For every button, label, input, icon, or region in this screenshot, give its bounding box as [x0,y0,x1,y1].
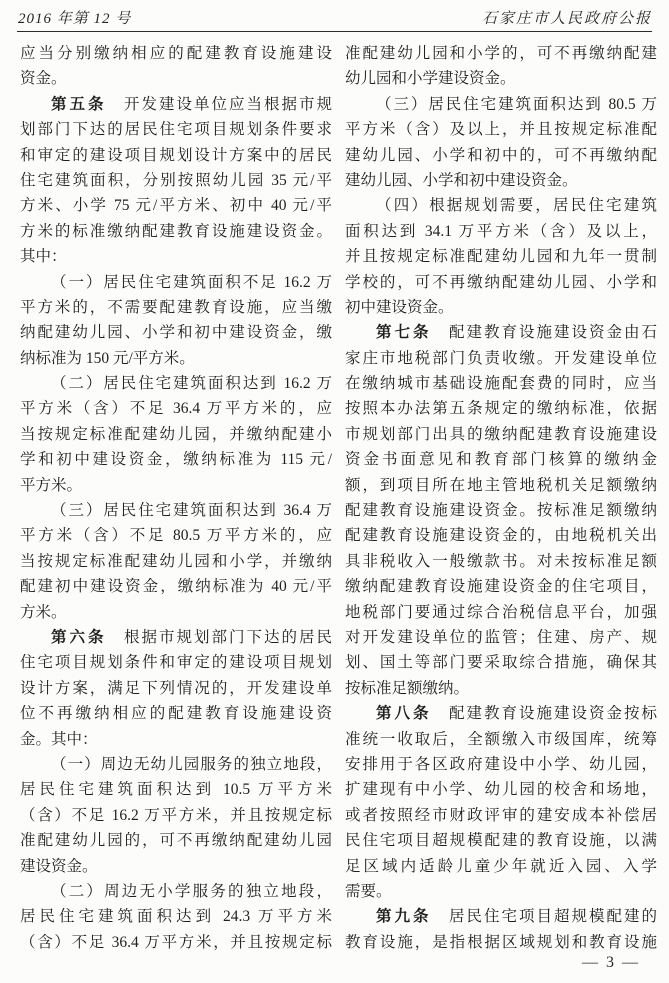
text-line: 划部门下达的居民住宅项目规划条件要求 [20,121,332,139]
text-line: 配建教育设施建设资金。按标准足额缴纳 [345,502,657,520]
article-heading: 第六条 [51,628,107,646]
article-heading: 第七条 [376,324,432,342]
text-line: 平方米。 [20,476,83,494]
text-line: 资金。 [20,70,67,88]
text-line: 住宅项目规划条件和审定的建设项目规划 [20,654,332,672]
text-line: 市规划部门出具的缴纳配建教育设施建设 [345,425,657,443]
page-number: — 3 — [582,954,640,971]
text-line: 其中： [20,248,67,266]
text-line: 建设资金。 [20,857,98,875]
text-line: 缴纳配建教育设施建设资金的住宅项目， [345,578,657,596]
text-line: 安排用于各区政府建设中小学、幼儿园， [345,755,657,773]
text-line: 在缴纳城市基础设施配套费的同时，应当 [345,375,657,393]
text-line: 配建教育设施建设资金的，由地税机关出 [345,527,657,545]
text-line: 教育设施，是指根据区域规划和教育设施 [345,933,657,951]
page-header [18,7,652,28]
text-line: 家庄市地税部门负责收缴。开发建设单位 [345,349,657,367]
text-line: 扩建现有中小学、幼儿园的校舍和场地， [345,781,657,799]
text-line: 建幼儿园、小学和初中的，可不再缴纳配 [345,146,657,164]
text-line: 居民住宅建筑面积达到 10.5 万平方米 [20,781,332,799]
text-line: 学校的，可不再缴纳配建幼儿园、小学和 [345,273,657,291]
text-line: 第五条 开发建设单位应当根据市规 [51,95,332,113]
text-line: 当按规定标准配建幼儿园，并缴纳配建小 [20,425,332,443]
text-line: 划、国土等部门要采取综合措施，确保其 [345,654,657,672]
text-line: 和审定的建设项目规划设计方案中的居民 [20,146,332,164]
text-line: （含）不足 16.2 万平方米，并且按规定标 [20,806,332,824]
text-line: 准配建幼儿园和小学的，可不再缴纳配建 [345,45,657,62]
text-line: 准统一收取后，全额缴入市级国库，统筹 [345,730,657,748]
header-issue-number: 2016 年第 12 号 [18,11,132,27]
text-line: 纳标准为 150 元/平方米。 [20,349,195,367]
text-line: 位不再缴纳相应的配建教育设施建设资 [20,705,332,723]
right-column [345,41,657,955]
text-line: 建幼儿园、小学和初中建设资金。 [345,171,578,189]
text-line: （三）居民住宅建筑面积达到 80.5 万 [376,95,657,113]
text-line: 住宅建筑面积，分别按照幼儿园 35 元/平 [20,171,332,189]
text-line: 幼儿园和小学建设资金。 [345,70,516,88]
header-publication-title: 石家庄市人民政府公报 [481,11,652,27]
text-line: 设计方案，满足下列情况的，开发建设单 [20,679,332,697]
text-line: 平方米的，不需要配建教育设施，应当缴 [20,298,332,316]
text-line: 第七条 配建教育设施建设资金由石 [376,324,657,342]
text-line: 初中建设资金。 [345,298,454,316]
article-heading: 第八条 [376,705,432,723]
text-line: （三）居民住宅建筑面积达到 36.4 万 [51,502,332,520]
text-line: 准配建幼儿园的，可不再缴纳配建幼儿园 [20,832,332,850]
text-line: 平方米（含）不足 80.5 万平方米的，应 [20,527,332,545]
text-line: 应当分别缴纳相应的配建教育设施建设 [20,45,332,62]
text-line: 平方米（含）不足 36.4 万平方米的，应 [20,400,332,418]
text-line: 纳配建幼儿园、小学和初中建设资金，缴 [20,324,332,342]
text-line: （含）不足 36.4 万平方米，并且按规定标 [20,933,332,951]
text-line: 按照本办法第五条规定的缴纳标准，依据 [345,400,657,418]
text-line: 或者按照经市财政评审的建安成本补偿居 [345,806,657,824]
text-line: 第六条 根据市规划部门下达的居民 [51,628,332,646]
text-line: 第八条 配建教育设施建设资金按标 [376,705,657,723]
text-line: 地税部门要通过综合治税信息平台，加强 [345,603,657,621]
text-line: 方米、小学 75 元/平方米、初中 40 元/平 [20,197,332,215]
text-line: 金。其中： [20,730,98,748]
text-line: 按标准足额缴纳。 [345,679,470,697]
text-line: 需要。 [345,882,392,900]
text-line: 资金书面意见和教育部门核算的缴纳金 [345,451,657,469]
header-rule [17,31,652,32]
body-columns [20,41,657,955]
left-column [20,41,332,955]
text-line: 额，到项目所在地主管地税机关足额缴纳 [345,476,657,494]
text-line: （二）居民住宅建筑面积达到 16.2 万 [51,375,332,393]
text-line: （一）周边无幼儿园服务的独立地段， [51,755,332,773]
text-line: 当按规定标准配建幼儿园和小学，并缴纳 [20,552,332,570]
text-line: 第九条 居民住宅项目超规模配建的 [376,908,657,926]
text-line: （一）居民住宅建筑面积不足 16.2 万 [51,273,332,291]
text-line: 方米的标准缴纳配建教育设施建设资金。 [20,222,332,240]
text-line: 具非税收入一般缴款书。对未按标准足额 [345,552,657,570]
text-line: 民住宅项目超规模配建的教育设施，以满 [345,832,657,850]
text-line: 配建初中建设资金，缴纳标准为 40 元/平 [20,578,332,596]
text-line: （二）周边无小学服务的独立地段， [51,882,332,900]
article-heading: 第九条 [376,908,432,926]
text-line: 面积达到 34.1 万平方米（含）及以上， [345,222,657,240]
text-line: 平方米（含）及以上，并且按规定标准配 [345,121,657,139]
text-line: 对开发建设单位的监管；住建、房产、规 [345,628,657,646]
text-line: （四）根据规划需要，居民住宅建筑 [376,197,657,215]
text-line: 并且按规定标准配建幼儿园和九年一贯制 [345,248,657,266]
article-heading: 第五条 [51,95,107,113]
text-line: 足区域内适龄儿童少年就近入园、入学 [345,857,657,875]
text-line: 方米。 [20,603,67,621]
text-line: 居民住宅建筑面积达到 24.3 万平方米 [20,908,332,926]
text-line: 学和初中建设资金，缴纳标准为 115 元/ [20,451,332,469]
